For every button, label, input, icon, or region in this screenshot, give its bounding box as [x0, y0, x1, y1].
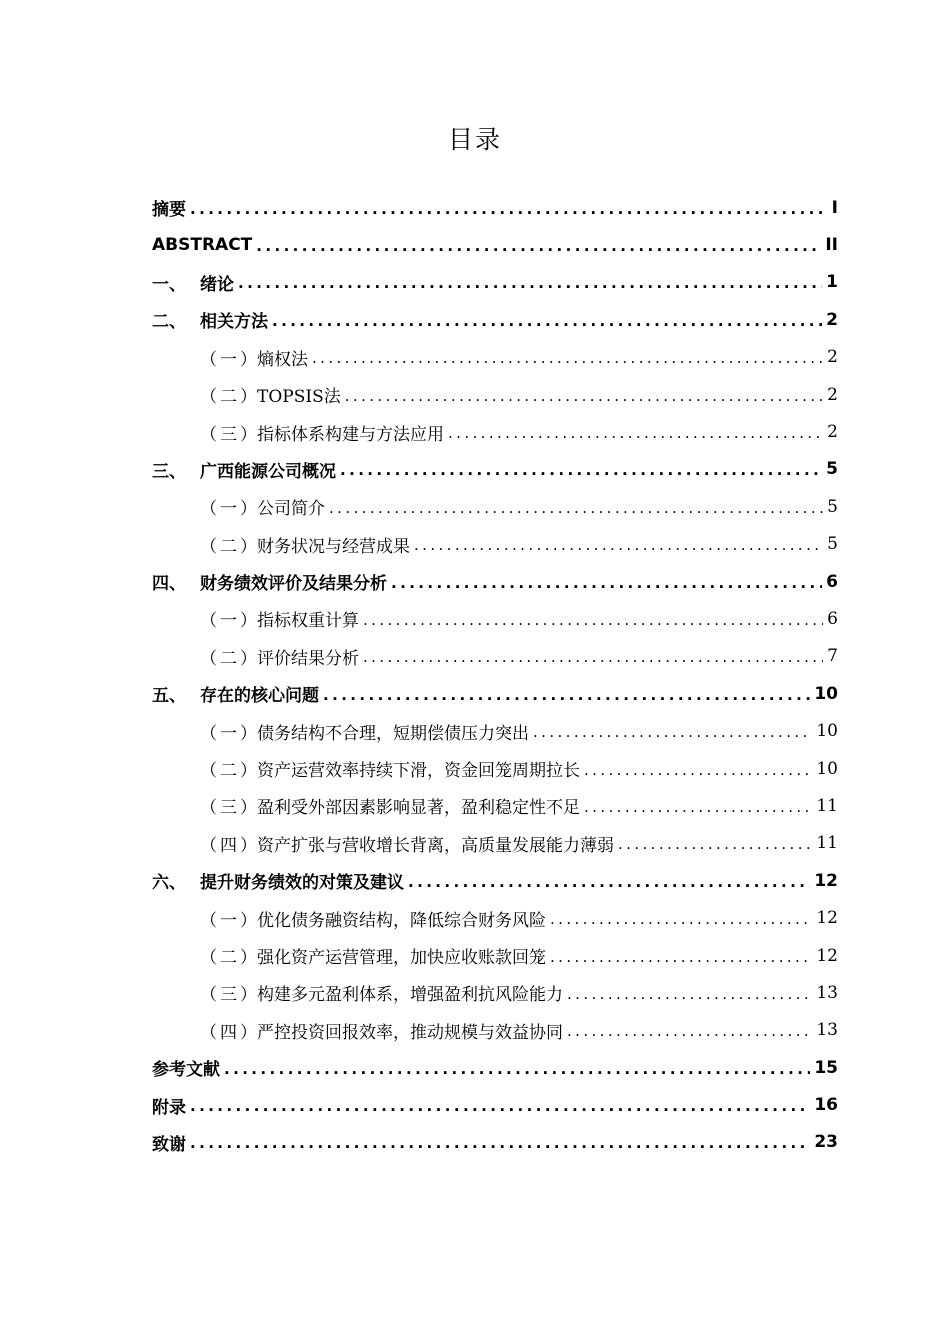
toc-entry-page: 2	[827, 384, 838, 405]
toc-entry-page: 15	[814, 1057, 838, 1078]
toc-entry-label: 绪论	[200, 274, 234, 295]
toc-entry-number: 六、	[152, 873, 186, 894]
toc-entry-number: （三）	[200, 424, 260, 445]
toc-entry-label: ABSTRACT	[152, 235, 253, 256]
toc-entry-page: 23	[814, 1132, 838, 1153]
toc-entry-label: 指标体系构建与方法应用	[257, 424, 444, 445]
toc-entry-page: II	[825, 235, 838, 256]
dot-leader	[584, 761, 812, 779]
toc-entry-page: 12	[816, 908, 838, 929]
toc-entry[interactable]	[152, 563, 838, 600]
toc-entry-page: 11	[816, 795, 838, 816]
toc-entry-label: 指标权重计算	[257, 611, 359, 632]
toc-entry[interactable]	[152, 937, 838, 974]
toc-entry-number: （二）	[200, 948, 260, 968]
toc-entry-page: 10	[816, 721, 838, 742]
toc-entry[interactable]	[152, 526, 838, 563]
toc-entry[interactable]	[152, 1124, 838, 1161]
toc-entry-page: 11	[816, 833, 838, 854]
dot-leader	[584, 798, 812, 816]
toc-entry-page: I	[831, 197, 838, 218]
toc-entry[interactable]	[152, 264, 838, 301]
toc-entry-page: 6	[826, 571, 838, 592]
toc-entry-number: （二）	[200, 761, 260, 782]
dot-leader	[363, 648, 823, 666]
toc-entry-label: 债务结构不合理，短期偿债压力突出	[257, 723, 529, 744]
dot-leader	[550, 910, 812, 928]
toc-entry-page: 5	[827, 496, 838, 517]
toc-entry-label: 提升财务绩效的对策及建议	[200, 873, 404, 894]
toc-entry[interactable]	[152, 451, 838, 488]
toc-entry-number: （二）	[200, 387, 260, 408]
toc-entry-label: 广西能源公司概况	[200, 461, 336, 482]
dot-leader	[567, 985, 812, 1003]
toc-entry-label: 严控投资回报效率，推动规模与效益协同	[257, 1022, 563, 1043]
toc-entry-label: 资产扩张与营收增长背离，高质量发展能力薄弱	[257, 835, 614, 856]
toc-entry-label: 盈利受外部因素影响显著，盈利稳定性不足	[257, 798, 580, 819]
toc-entry-number: （一）	[200, 611, 260, 632]
dot-leader	[618, 835, 812, 853]
toc-entry-label: 优化债务融资结构，降低综合财务风险	[257, 910, 546, 931]
toc-entry[interactable]	[152, 339, 838, 376]
dot-leader	[533, 723, 812, 741]
toc-entry[interactable]	[152, 825, 838, 862]
toc-entry[interactable]	[152, 787, 838, 824]
dot-leader	[190, 1097, 810, 1115]
toc-entry-label: 评价结果分析	[257, 648, 359, 669]
toc-entry-page: 7	[827, 646, 838, 667]
toc-entry-number: （一）	[200, 910, 260, 931]
dot-leader	[550, 948, 812, 966]
toc-entry-label: 资产运营效率持续下滑，资金回笼周期拉长	[257, 761, 580, 782]
dot-leader	[312, 349, 823, 367]
toc-entry[interactable]	[152, 638, 838, 675]
toc-entry[interactable]	[152, 862, 838, 899]
toc-entry-label: 附录	[152, 1097, 186, 1118]
toc-entry-page: 2	[827, 347, 838, 368]
dot-leader	[448, 424, 823, 442]
toc-entry-page: 5	[827, 534, 838, 555]
toc-entry[interactable]	[152, 675, 838, 712]
toc-entry-page: 5	[826, 459, 838, 480]
toc-entry[interactable]	[152, 301, 838, 338]
toc-entry-page: 13	[816, 1020, 838, 1041]
dot-leader	[190, 200, 828, 218]
toc-entry-number: （二）	[200, 536, 260, 557]
toc-entry-label: 摘要	[152, 200, 186, 221]
toc-entry-number: （四）	[200, 1022, 260, 1043]
dot-leader	[340, 461, 822, 479]
toc-entry-label: 致谢	[152, 1134, 186, 1155]
toc-entry[interactable]	[152, 413, 838, 450]
dot-leader	[224, 1060, 810, 1078]
toc-entry-label: 公司简介	[257, 499, 325, 520]
toc-entry[interactable]	[152, 376, 838, 413]
toc-entry-number: 一、	[152, 274, 186, 295]
toc-entry-number: （一）	[200, 723, 260, 744]
toc-entry-page: 16	[814, 1095, 838, 1116]
dot-leader	[190, 1134, 810, 1152]
toc-entry-page: 12	[814, 870, 838, 891]
toc-entry-number: （四）	[200, 835, 260, 856]
toc-entry-number: 二、	[152, 312, 186, 333]
toc-entry[interactable]	[152, 600, 838, 637]
toc-entry-number: （一）	[200, 499, 260, 520]
page-title: 目录	[447, 125, 502, 154]
toc-entry-number: （一）	[200, 349, 260, 370]
toc-entry-label: 财务状况与经营成果	[257, 536, 410, 557]
toc-entry-page: 6	[827, 608, 838, 629]
toc-entry[interactable]	[152, 899, 838, 936]
toc-entry[interactable]	[152, 226, 838, 263]
toc-entry-label: 相关方法	[200, 312, 268, 333]
toc-entry-label: 参考文献	[152, 1060, 220, 1081]
dot-leader	[363, 611, 823, 629]
dot-leader	[391, 574, 822, 592]
dot-leader	[408, 873, 810, 891]
toc-entry-page: 10	[816, 758, 838, 779]
toc-entry-number: 三、	[152, 461, 186, 482]
dot-leader	[238, 274, 822, 292]
table-of-contents	[152, 189, 838, 1161]
toc-entry-page: 2	[827, 422, 838, 443]
toc-entry[interactable]	[152, 189, 838, 226]
toc-entry-page: 13	[816, 982, 838, 1003]
toc-entry[interactable]	[152, 1012, 838, 1049]
toc-entry-label: 构建多元盈利体系，增强盈利抗风险能力	[257, 985, 563, 1006]
toc-entry[interactable]	[152, 974, 838, 1011]
dot-leader	[567, 1022, 812, 1040]
toc-entry-label: 熵权法	[257, 349, 308, 370]
dot-leader	[345, 387, 823, 405]
toc-entry-number: 四、	[152, 574, 186, 595]
dot-leader	[256, 237, 821, 255]
toc-entry[interactable]	[152, 488, 838, 525]
toc-entry-label: 财务绩效评价及结果分析	[200, 574, 387, 595]
toc-entry-number: （三）	[200, 985, 260, 1006]
dot-leader	[272, 312, 822, 330]
toc-entry-label: 存在的核心问题	[200, 686, 319, 707]
toc-entry-label: TOPSIS法	[257, 387, 341, 408]
toc-entry[interactable]	[152, 1049, 838, 1086]
dot-leader	[323, 686, 810, 704]
toc-entry[interactable]	[152, 750, 838, 787]
toc-entry-number: （三）	[200, 798, 260, 819]
toc-entry-page: 2	[826, 309, 838, 330]
toc-entry[interactable]	[152, 1086, 838, 1123]
toc-entry-page: 1	[826, 272, 838, 293]
toc-entry-page: 12	[816, 945, 838, 966]
dot-leader	[414, 536, 823, 554]
dot-leader	[329, 499, 823, 517]
toc-entry[interactable]	[152, 712, 838, 749]
toc-entry-page: 10	[814, 683, 838, 704]
toc-entry-number: （二）	[200, 648, 260, 669]
toc-entry-number: 五、	[152, 686, 186, 707]
toc-entry-label: 强化资产运营管理，加快应收账款回笼	[257, 948, 546, 968]
